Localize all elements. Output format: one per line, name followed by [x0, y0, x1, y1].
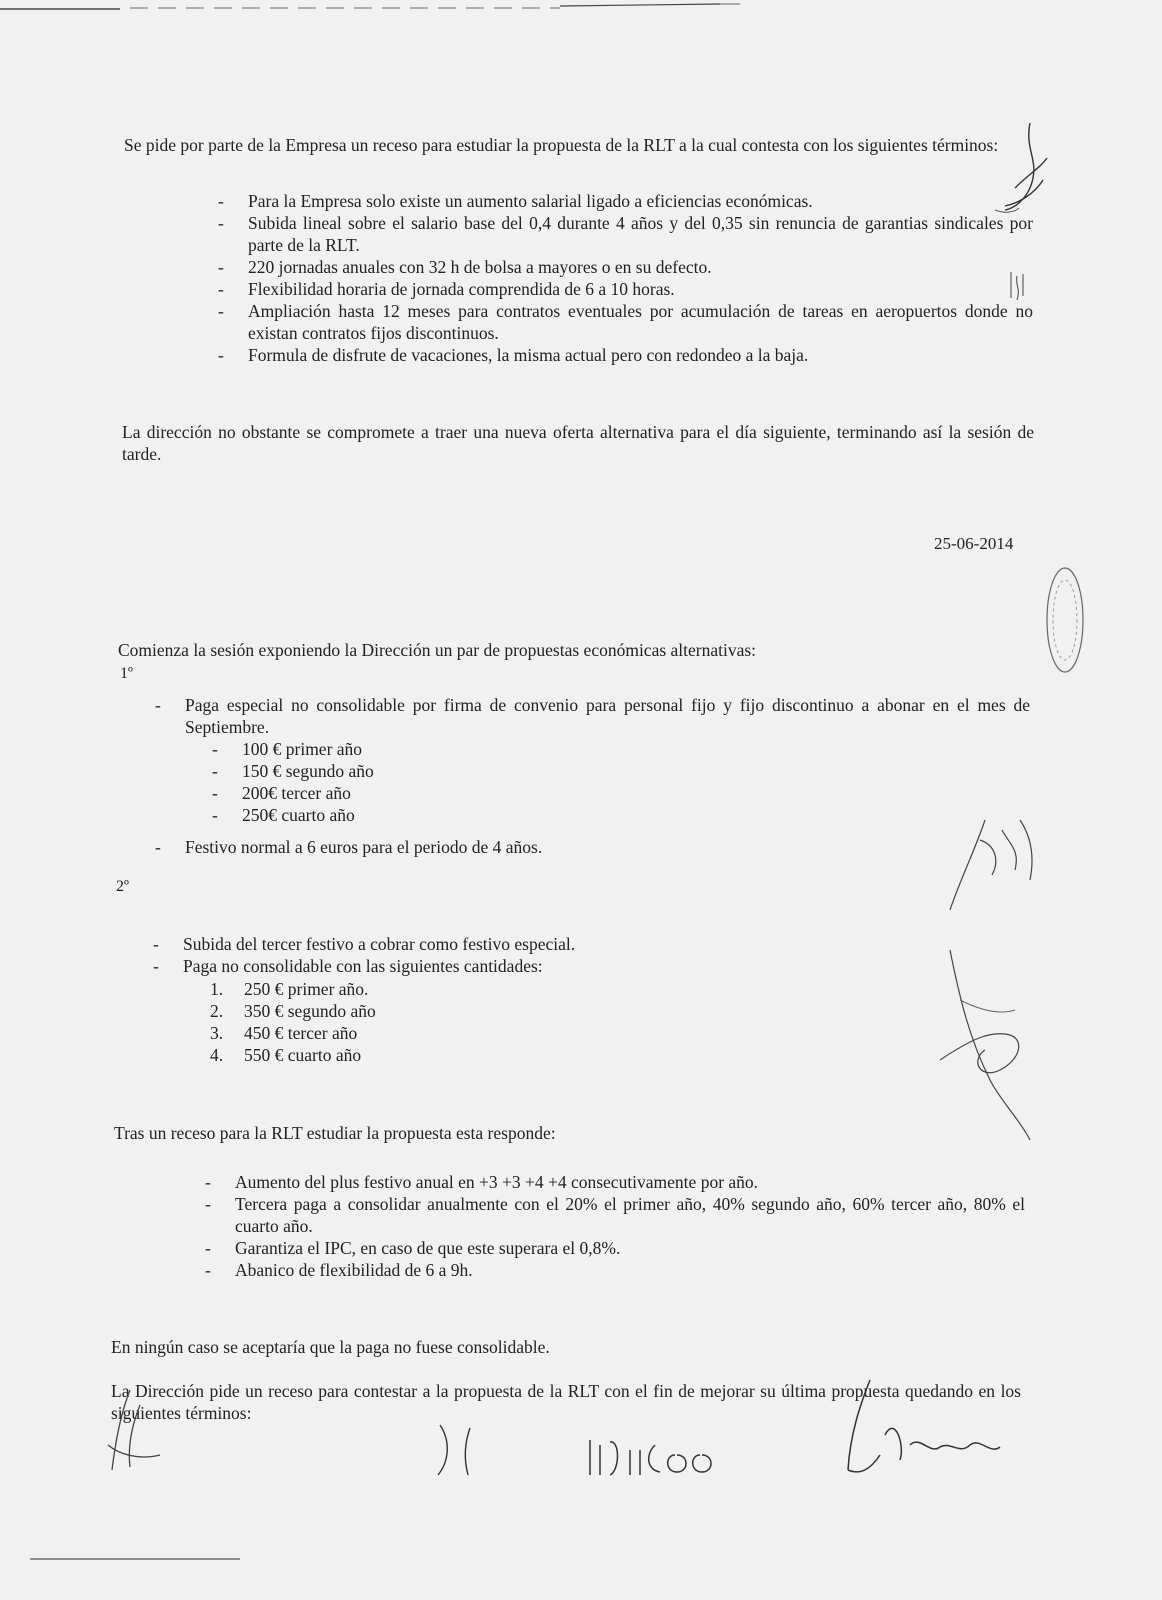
margin-stamp — [1035, 560, 1095, 680]
margin-signature-3 — [930, 940, 1050, 1160]
list-item: - Paga especial no consolidable por firma de convenio para personal fijo y fijo discontinuo a abonar en el mes de Septiembre. — [155, 695, 1030, 737]
scan-top-border — [0, 0, 1162, 14]
proposal-1-list-extra — [155, 836, 785, 858]
list-item: - 200€ tercer año — [212, 783, 351, 803]
margin-mark — [1005, 268, 1029, 304]
final-paragraph: La Dirección pide un receso para contestar a la propuesta de la RLT con el fin de mejorar su última propuesta quedando en los siguientes términos: — [111, 1380, 1021, 1423]
rlt-condition-paragraph: En ningún caso se aceptaría que la paga no fuese consolidable. — [111, 1336, 550, 1357]
list-item: - Subida lineal sobre el salario base del 0,4 durante 4 años y del 0,35 sin renuncia de garantias sindicales por parte de la RLT. — [218, 213, 1033, 255]
list-item: - Abanico de flexibilidad de 6 a 9h. — [205, 1260, 473, 1280]
proposal-2-amounts — [210, 978, 544, 1066]
list-item: - Subida del tercer festivo a cobrar como festivo especial. — [153, 934, 576, 954]
rlt-terms-list — [205, 1171, 1025, 1281]
list-item: - Formula de disfrute de vacaciones, la misma actual pero con redondeo a la baja. — [218, 345, 809, 365]
list-item: - Garantiza el IPC, en caso de que este superara el 0,8%. — [205, 1238, 621, 1258]
bottom-signature-4 — [840, 1375, 1020, 1485]
proposal-1-amounts — [212, 738, 542, 826]
list-item: - 250€ cuarto año — [212, 805, 355, 825]
list-item: 2. 350 € segundo año — [210, 1001, 376, 1021]
list-item: 4. 550 € cuarto año — [210, 1045, 362, 1065]
list-item: - 220 jornadas anuales con 32 h de bolsa a mayores o en su defecto. — [218, 257, 712, 277]
proposal-1-list — [155, 694, 1030, 738]
list-item: - Flexibilidad horaria de jornada comprendida de 6 a 10 horas. — [218, 279, 675, 299]
list-item: - Aumento del plus festivo anual en +3 +3 +4 +4 consecutivamente por año. — [205, 1172, 759, 1192]
margin-signature-1 — [985, 118, 1065, 228]
proposal-2-label: 2º — [116, 878, 129, 895]
margin-signature-2 — [940, 800, 1060, 920]
list-item: - Para la Empresa solo existe un aumento salarial ligado a eficiencias económicas. — [218, 191, 813, 211]
bottom-signature-2 — [430, 1420, 490, 1480]
list-item: - 100 € primer año — [212, 739, 363, 759]
intro-paragraph: Se pide por parte de la Empresa un receso para estudiar la propuesta de la RLT a la cual contesta con los siguientes términos: — [124, 134, 999, 155]
bottom-signature-3 — [585, 1430, 745, 1480]
list-item: - Ampliación hasta 12 meses para contratos eventuales por acumulación de tareas en aeropuertos donde no existan contratos fijos discontinuos. — [218, 301, 1033, 343]
scan-bottom-border — [30, 1556, 240, 1562]
list-item: - 150 € segundo año — [212, 761, 374, 781]
list-item: - Festivo normal a 6 euros para el periodo de 4 años. — [155, 837, 543, 857]
session-date: 25-06-2014 — [934, 534, 1014, 553]
proposal-2-list — [153, 933, 703, 977]
list-item: - Paga no consolidable con las siguientes cantidades: — [153, 956, 543, 976]
session-start-paragraph: Comienza la sesión exponiendo la Dirección un par de propuestas económicas alternativas: — [118, 639, 757, 660]
company-terms-list — [218, 190, 1033, 366]
list-item: 1. 250 € primer año. — [210, 979, 369, 999]
closing-afternoon-paragraph: La dirección no obstante se compromete a traer una nueva oferta alternativa para el día siguiente, terminando así la sesión de tarde. — [122, 421, 1034, 464]
list-item: - Tercera paga a consolidar anualmente con el 20% el primer año, 40% segundo año, 60% tercer año, 80% el cuarto año. — [205, 1194, 1025, 1236]
proposal-1-label: 1º — [120, 665, 133, 682]
bottom-signature-1 — [100, 1385, 180, 1475]
rlt-intro-paragraph: Tras un receso para la RLT estudiar la propuesta esta responde: — [114, 1122, 556, 1143]
list-item: 3. 450 € tercer año — [210, 1023, 358, 1043]
